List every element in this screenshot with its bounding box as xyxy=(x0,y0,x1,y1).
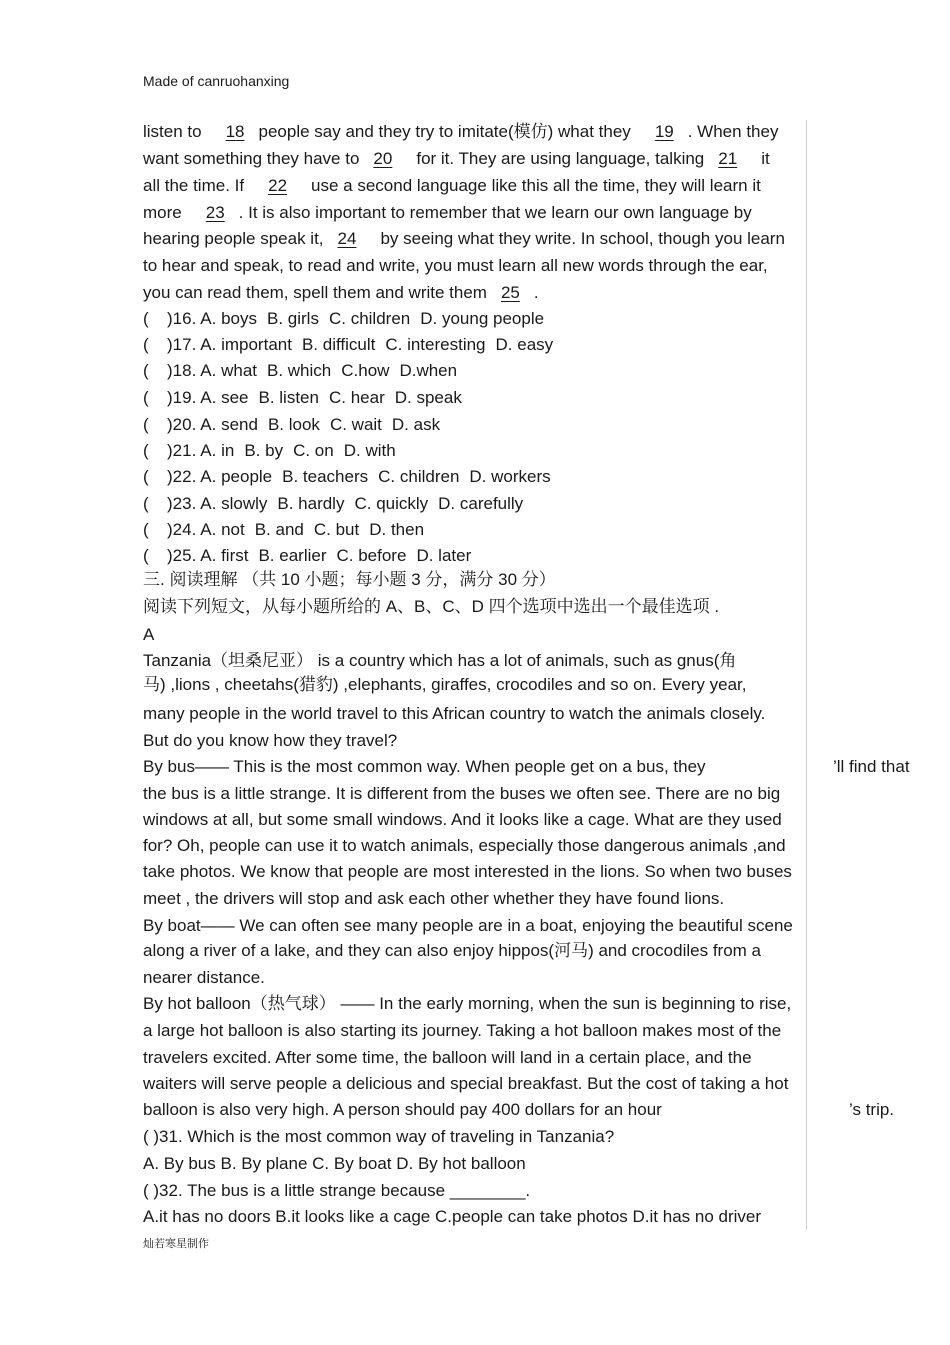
option-b[interactable]: B. difficult xyxy=(301,335,376,354)
option-c[interactable]: C. but xyxy=(313,520,360,539)
question-row xyxy=(143,414,450,436)
option-d[interactable]: D. workers xyxy=(469,467,551,486)
option-d[interactable]: D. ask xyxy=(391,415,441,434)
passage-line: travelers excited. After some time, the balloon will land in a certain place, and the xyxy=(143,1048,752,1067)
blank-21[interactable]: 21 xyxy=(718,149,738,168)
option-a[interactable]: A. what xyxy=(200,361,257,380)
option-b[interactable]: B. and xyxy=(254,520,304,539)
answer-paren[interactable]: ( xyxy=(143,309,149,328)
passage-line: But do you know how they travel? xyxy=(143,731,398,750)
question-row xyxy=(143,334,563,356)
blank-22[interactable]: 22 xyxy=(268,176,288,195)
question-number: )22. xyxy=(167,467,197,486)
passage-line: many people in the world travel to this African country to watch the animals closely. xyxy=(143,704,766,723)
question-31[interactable]: ( )31. Which is the most common way of traveling in Tanzania? xyxy=(143,1127,615,1146)
margin-rule xyxy=(806,120,807,1230)
passage-line: Tanzania（坦桑尼亚） is a country which has a lot of animals, such as gnus(角 xyxy=(143,651,737,670)
section-instruction: 阅读下列短文，从每小题所给的 A、B、C、D 四个选项中选出一个最佳选项 . xyxy=(143,597,720,616)
cloze-line-1: listen to 18 people say and they try to imitate(模仿) what they 19 . When they xyxy=(143,122,779,141)
question-row xyxy=(143,519,434,541)
question-number: )18. xyxy=(167,361,197,380)
option-b[interactable]: B. girls xyxy=(267,309,319,328)
passage-line: waiters will serve people a delicious and special breakfast. But the cost of taking a hot xyxy=(143,1074,789,1093)
question-number: )19. xyxy=(167,388,197,407)
question-32[interactable]: ( )32. The bus is a little strange because ________. xyxy=(143,1181,531,1200)
option-b[interactable]: B. teachers xyxy=(282,467,369,486)
option-b[interactable]: B. by xyxy=(244,441,284,460)
cloze-line-7: you can read them, spell them and write them 25 . xyxy=(143,283,539,302)
blank-20[interactable]: 20 xyxy=(373,149,393,168)
question-number: )20. xyxy=(167,415,197,434)
option-c[interactable]: C. interesting xyxy=(385,335,486,354)
option-c[interactable]: C. children xyxy=(328,309,411,328)
passage-line: along a river of a lake, and they can also enjoy hippos(河马) and crocodiles from a xyxy=(143,941,761,960)
passage-line: By bus—— This is the most common way. When people get on a bus, they xyxy=(143,757,706,776)
passage-line-tail: ’ll find that xyxy=(833,757,910,776)
passage-line: 马) ,lions , cheetahs(猎豹) ,elephants, giraffes, crocodiles and so on. Every year, xyxy=(143,675,747,694)
option-c[interactable]: C. quickly xyxy=(354,494,429,513)
passage-line: take photos. We know that people are most interested in the lions. So when two buses xyxy=(143,862,792,881)
option-a[interactable]: A. boys xyxy=(200,309,257,328)
passage-line: a large hot balloon is also starting its journey. Taking a hot balloon makes most of the xyxy=(143,1021,782,1040)
option-c[interactable]: C.how xyxy=(341,361,390,380)
question-row xyxy=(143,440,406,462)
cloze-line-5: hearing people speak it, 24 by seeing what they write. In school, though you learn xyxy=(143,229,785,248)
option-b[interactable]: B. look xyxy=(267,415,320,434)
question-number: )21. xyxy=(167,441,197,460)
question-row xyxy=(143,360,467,382)
option-b[interactable]: B. earlier xyxy=(258,546,327,565)
option-c[interactable]: C. children xyxy=(378,467,460,486)
passage-label: A xyxy=(143,625,155,644)
option-a[interactable]: A. people xyxy=(200,467,273,486)
question-number: )24. xyxy=(167,520,197,539)
option-c[interactable]: C. wait xyxy=(329,415,382,434)
passage-line: meet , the drivers will stop and ask each other whether they have found lions. xyxy=(143,889,725,908)
option-c[interactable]: C. on xyxy=(293,441,334,460)
question-row xyxy=(143,545,481,567)
page-footer: 灿若寒星制作 xyxy=(143,1238,209,1250)
question-row xyxy=(143,308,554,330)
cloze-line-2: want something they have to 20 for it. They are using language, talking 21 it xyxy=(143,149,770,168)
question-number: )25. xyxy=(167,546,197,565)
option-d[interactable]: D. speak xyxy=(394,388,462,407)
answer-paren[interactable]: ( xyxy=(143,546,149,565)
option-a[interactable]: A. first xyxy=(200,546,249,565)
option-a[interactable]: A. important xyxy=(200,335,292,354)
option-c[interactable]: C. before xyxy=(336,546,407,565)
question-number: )16. xyxy=(167,309,197,328)
option-d[interactable]: D. later xyxy=(416,546,472,565)
blank-18[interactable]: 18 xyxy=(225,122,245,141)
passage-line: nearer distance. xyxy=(143,968,265,987)
question-number: )23. xyxy=(167,494,197,513)
option-a[interactable]: A. see xyxy=(200,388,249,407)
blank-25[interactable]: 25 xyxy=(500,283,520,302)
question-32-options[interactable]: A.it has no doors B.it looks like a cage C.people can take photos D.it has no driver xyxy=(143,1207,762,1226)
option-d[interactable]: D. easy xyxy=(495,335,554,354)
passage-line: the bus is a little strange. It is different from the buses we often see. There are no big xyxy=(143,784,781,803)
passage-line: By hot balloon（热气球） —— In the early morning, when the sun is beginning to rise, xyxy=(143,994,792,1013)
answer-paren[interactable]: ( xyxy=(143,361,149,380)
blank-19[interactable]: 19 xyxy=(654,122,674,141)
cloze-line-3: all the time. If 22 use a second language like this all the time, they will learn it xyxy=(143,176,761,195)
answer-paren[interactable]: ( xyxy=(143,441,149,460)
option-a[interactable]: A. in xyxy=(200,441,235,460)
page-header: Made of canruohanxing xyxy=(143,73,290,89)
option-a[interactable]: A. not xyxy=(200,520,245,539)
answer-paren[interactable]: ( xyxy=(143,520,149,539)
answer-paren[interactable]: ( xyxy=(143,415,149,434)
answer-paren[interactable]: ( xyxy=(143,388,149,407)
section-title: 三. 阅读理解 （共 10 小题；每小题 3 分，满分 30 分） xyxy=(143,570,556,589)
option-b[interactable]: B. listen xyxy=(258,388,319,407)
answer-paren[interactable]: ( xyxy=(143,494,149,513)
blank-23[interactable]: 23 xyxy=(205,203,225,222)
option-b[interactable]: B. hardly xyxy=(277,494,345,513)
option-a[interactable]: A. slowly xyxy=(200,494,268,513)
option-d[interactable]: D.when xyxy=(399,361,458,380)
passage-line: By boat—— We can often see many people are in a boat, enjoying the beautiful scene xyxy=(143,916,793,935)
question-31-options[interactable]: A. By bus B. By plane C. By boat D. By hot balloon xyxy=(143,1154,526,1173)
option-d[interactable]: D. young people xyxy=(420,309,545,328)
option-d[interactable]: D. with xyxy=(343,441,396,460)
option-b[interactable]: B. which xyxy=(267,361,332,380)
passage-line: for? Oh, people can use it to watch animals, especially those dangerous animals ,and xyxy=(143,836,786,855)
blank-24[interactable]: 24 xyxy=(337,229,357,248)
option-c[interactable]: C. hear xyxy=(328,388,385,407)
option-d[interactable]: D. then xyxy=(369,520,425,539)
option-a[interactable]: A. send xyxy=(200,415,258,434)
answer-paren[interactable]: ( xyxy=(143,467,149,486)
question-row xyxy=(143,466,561,488)
passage-line: windows at all, but some small windows. And it looks like a cage. What are they used xyxy=(143,810,782,829)
cloze-line-4: more 23 . It is also important to remember that we learn our own language by xyxy=(143,203,752,222)
option-d[interactable]: D. carefully xyxy=(438,494,524,513)
question-number: )17. xyxy=(167,335,197,354)
answer-paren[interactable]: ( xyxy=(143,335,149,354)
passage-line-tail: ’s trip. xyxy=(849,1100,895,1119)
passage-line: balloon is also very high. A person should pay 400 dollars for an hour xyxy=(143,1100,662,1119)
question-row xyxy=(143,387,472,409)
cloze-line-6: to hear and speak, to read and write, you must learn all new words through the ear, xyxy=(143,256,768,275)
question-row xyxy=(143,493,533,515)
